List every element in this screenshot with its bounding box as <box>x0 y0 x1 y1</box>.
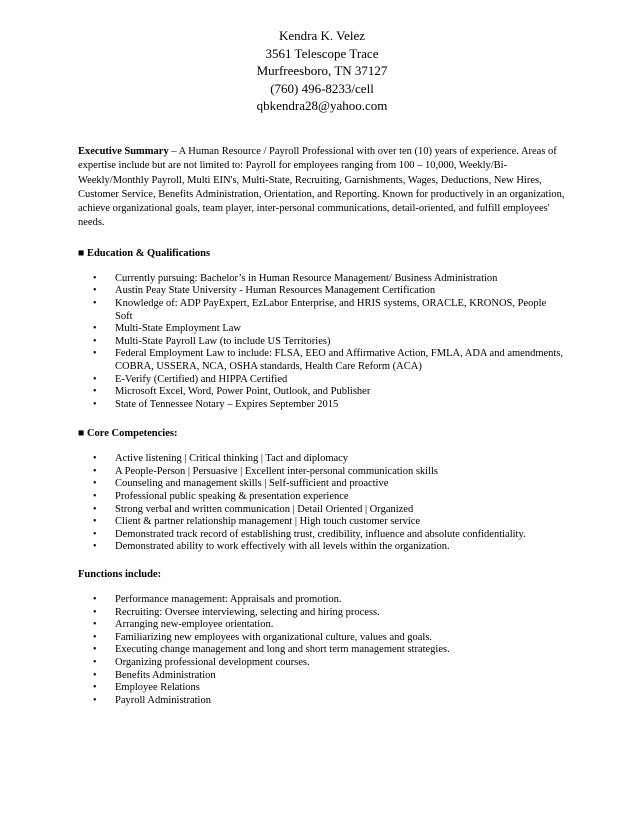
list-item <box>78 399 566 412</box>
list-item <box>78 682 566 695</box>
bullet-icon: • <box>93 541 97 553</box>
competencies-list <box>78 453 566 554</box>
list-item <box>78 374 566 387</box>
list-item <box>78 619 566 632</box>
list-item-text: Arranging new-employee orientation. <box>115 619 274 631</box>
list-item-text: E-Verify (Certified) and HIPPA Certified <box>115 373 288 385</box>
section-marker-icon: ■ <box>78 247 85 259</box>
bullet-icon: • <box>93 694 97 706</box>
list-item-text: State of Tennessee Notary – Expires September 2015 <box>115 398 339 410</box>
list-item <box>78 323 566 336</box>
bullet-icon: • <box>93 348 97 360</box>
competencies-title: Core Competencies: <box>86 428 178 440</box>
contact-address-line2: Murfreesboro, TN 37127 <box>256 63 388 79</box>
bullet-icon: • <box>93 335 97 347</box>
list-item-text: Demonstrated ability to work effectively with all levels within the organization. <box>115 541 450 553</box>
contact-block <box>78 0 566 115</box>
bullet-icon: • <box>93 373 97 385</box>
contact-phone: (760) 496-8233/cell <box>270 80 374 96</box>
contact-email: qbkendra28@yahoo.com <box>256 98 388 114</box>
list-item-text: Executing change management and long and short term management strategies. <box>115 644 450 656</box>
list-item <box>78 466 566 479</box>
functions-heading <box>78 568 566 582</box>
list-item <box>78 529 566 542</box>
list-item <box>78 386 566 399</box>
list-item-text: Familiarizing new employees with organizational culture, values and goals. <box>115 631 433 643</box>
contact-name: Kendra K. Velez <box>278 28 366 43</box>
bullet-icon: • <box>93 644 97 656</box>
list-item <box>78 504 566 517</box>
list-item-text: Client & partner relationship management | High touch customer service <box>115 516 421 528</box>
list-item-text: Strong verbal and written communication | Detail Oriented | Organized <box>115 503 414 515</box>
bullet-icon: • <box>93 465 97 477</box>
education-list <box>78 273 566 412</box>
section-marker-icon: ■ <box>78 428 85 440</box>
list-item <box>78 657 566 670</box>
bullet-icon: • <box>93 453 97 465</box>
list-item-text: Austin Peay State University - Human Resources Management Certification <box>115 285 436 297</box>
summary-label: Executive Summary <box>78 145 169 157</box>
list-item-text: Performance management: Appraisals and promotion. <box>115 594 342 606</box>
list-item <box>78 607 566 620</box>
list-item <box>78 632 566 645</box>
list-item-text: Professional public speaking & presentation experience <box>115 491 349 503</box>
list-item <box>78 273 566 286</box>
list-item-text: Organizing professional development courses. <box>115 657 310 668</box>
list-item <box>78 491 566 504</box>
education-title: Education & Qualifications <box>86 247 211 259</box>
list-item <box>78 516 566 529</box>
list-item-text: Federal Employment Law to include: FLSA, EEO and Affirmative Action, FMLA, ADA and amendments, COBRA, USSERA, NCA, OSHA standards, Health Care Reform (ACA) <box>115 348 564 372</box>
bullet-icon: • <box>93 594 97 606</box>
bullet-icon: • <box>93 398 97 410</box>
bullet-icon: • <box>93 386 97 398</box>
list-item-text: Payroll Administration <box>115 694 211 706</box>
bullet-icon: • <box>93 516 97 528</box>
bullet-icon: • <box>93 631 97 643</box>
list-item-text: Active listening | Critical thinking | Tact and diplomacy <box>115 453 349 465</box>
list-item <box>78 695 566 708</box>
list-item-text: Employee Relations <box>115 682 200 694</box>
education-heading <box>78 247 566 261</box>
list-item-text: Benefits Administration <box>115 669 216 681</box>
bullet-icon: • <box>93 323 97 335</box>
list-item <box>78 298 566 323</box>
list-item-text: Multi-State Employment Law <box>115 323 241 335</box>
list-item-text: A People-Person | Persuasive | Excellent inter-personal communication skills <box>115 465 439 477</box>
list-item <box>78 336 566 349</box>
list-item <box>78 348 566 373</box>
list-item <box>78 285 566 298</box>
bullet-icon: • <box>93 606 97 618</box>
list-item-text: Recruiting: Oversee interviewing, selecting and hiring process. <box>115 606 380 618</box>
bullet-icon: • <box>93 669 97 681</box>
bullet-icon: • <box>93 528 97 540</box>
list-item <box>78 541 566 554</box>
bullet-icon: • <box>93 285 97 297</box>
list-item-text: Counseling and management skills | Self-sufficient and proactive <box>115 478 389 490</box>
summary-text: – A Human Resource / Payroll Professional with over ten (10) years of experience. Areas of expertise include but are not limited to: Payroll for employees ranging from 100 – 10,000, Weekly/Bi-Weekly/Monthly Payroll, Multi EIN's, Multi-State, Recruiting, Garnishments, Wages, Deductions, New Hires, Customer Service, Benefits Administration, Orientation, and Reporting. Known for productively in an organization, achieve organizational goals, team player, inter-personal communications, detail-oriented, and fulfill employees' needs. <box>78 145 565 229</box>
bullet-icon: • <box>93 503 97 515</box>
bullet-icon: • <box>93 682 97 694</box>
functions-list <box>78 594 566 707</box>
list-item <box>78 670 566 683</box>
contact-address-line1: 3561 Telescope Trace <box>265 45 379 61</box>
list-item <box>78 453 566 466</box>
bullet-icon: • <box>93 657 97 668</box>
list-item <box>78 644 566 657</box>
list-item-text: Multi-State Payroll Law (to include US Territories) <box>115 335 331 347</box>
bullet-icon: • <box>93 272 97 284</box>
competencies-heading <box>78 427 566 441</box>
bullet-icon: • <box>93 619 97 631</box>
list-item-text: Demonstrated track record of establishing trust, credibility, influence and absolute confidentiality. <box>115 528 526 540</box>
bullet-icon: • <box>93 297 97 309</box>
executive-summary <box>78 145 566 231</box>
list-item-text: Currently pursuing: Bachelor’s in Human Resource Management/ Business Administration <box>115 272 498 284</box>
list-item-text: Microsoft Excel, Word, Power Point, Outlook, and Publisher <box>115 386 371 398</box>
list-item <box>78 594 566 607</box>
list-item-text: Knowledge of: ADP PayExpert, EzLabor Enterprise, and HRIS systems, ORACLE, KRONOS, People Soft <box>115 297 547 322</box>
bullet-icon: • <box>93 478 97 490</box>
bullet-icon: • <box>93 491 97 503</box>
list-item <box>78 478 566 491</box>
functions-title: Functions include: <box>78 569 162 581</box>
